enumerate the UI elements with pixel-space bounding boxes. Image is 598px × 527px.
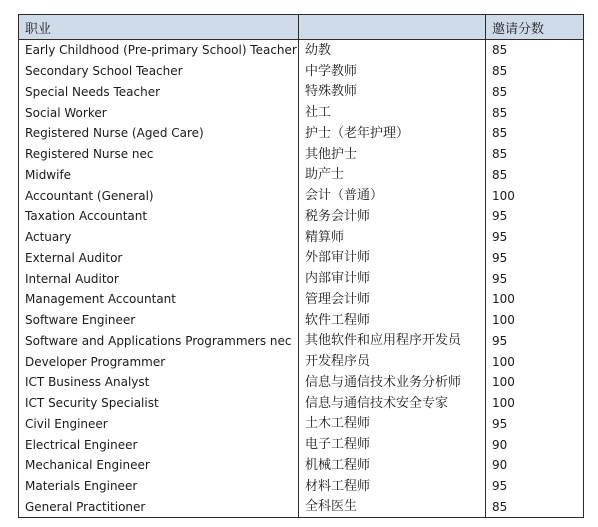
occupation-chinese: 其他护士 (299, 144, 486, 165)
occupation-english: Early Childhood (Pre-primary School) Teacher (19, 40, 299, 61)
occupation-chinese: 特殊教师 (299, 82, 486, 103)
invitation-score: 95 (486, 227, 584, 248)
occupation-english: Registered Nurse nec (19, 144, 299, 165)
invitation-score: 100 (486, 393, 584, 414)
occupation-chinese: 信息与通信技术业务分析师 (299, 372, 486, 393)
table-row (19, 102, 584, 123)
table-row (19, 476, 584, 497)
occupation-chinese: 税务会计师 (299, 206, 486, 227)
header-invitation-score: 邀请分数 (486, 15, 584, 40)
table-header-row (19, 15, 584, 40)
invitation-score: 95 (486, 268, 584, 289)
invitation-score: 85 (486, 497, 584, 518)
invitation-score: 85 (486, 123, 584, 144)
occupation-english: Electrical Engineer (19, 434, 299, 455)
invitation-score: 95 (486, 476, 584, 497)
invitation-score: 85 (486, 61, 584, 82)
table-row (19, 268, 584, 289)
occupation-english: External Auditor (19, 248, 299, 269)
invitation-score: 95 (486, 206, 584, 227)
invitation-score: 95 (486, 331, 584, 352)
invitation-score: 100 (486, 185, 584, 206)
table-row (19, 185, 584, 206)
invitation-score: 100 (486, 351, 584, 372)
occupation-chinese: 信息与通信技术安全专家 (299, 393, 486, 414)
invitation-score: 95 (486, 248, 584, 269)
occupation-chinese: 其他软件和应用程序开发员 (299, 331, 486, 352)
table-row (19, 227, 584, 248)
table-row (19, 497, 584, 518)
occupation-english: Management Accountant (19, 289, 299, 310)
occupation-chinese: 电子工程师 (299, 434, 486, 455)
occupation-chinese: 机械工程师 (299, 455, 486, 476)
occupation-english: Special Needs Teacher (19, 82, 299, 103)
occupation-english: Materials Engineer (19, 476, 299, 497)
header-chinese-name (299, 15, 486, 40)
invitation-score: 85 (486, 144, 584, 165)
occupation-english: Internal Auditor (19, 268, 299, 289)
occupation-chinese: 土木工程师 (299, 414, 486, 435)
table-row (19, 144, 584, 165)
invitation-score: 85 (486, 102, 584, 123)
occupation-english: Developer Programmer (19, 351, 299, 372)
invitation-score: 85 (486, 82, 584, 103)
invitation-score: 85 (486, 40, 584, 61)
occupation-chinese: 护士（老年护理） (299, 123, 486, 144)
occupation-chinese: 社工 (299, 102, 486, 123)
occupation-english: Registered Nurse (Aged Care) (19, 123, 299, 144)
occupation-english: Civil Engineer (19, 414, 299, 435)
occupation-table (18, 14, 584, 518)
table-row (19, 331, 584, 352)
invitation-score: 85 (486, 165, 584, 186)
table-row (19, 206, 584, 227)
occupation-english: Accountant (General) (19, 185, 299, 206)
table-row (19, 310, 584, 331)
occupation-english: Midwife (19, 165, 299, 186)
occupation-chinese: 会计（普通） (299, 185, 486, 206)
table-row (19, 434, 584, 455)
table-row (19, 372, 584, 393)
occupation-english: ICT Security Specialist (19, 393, 299, 414)
table-row (19, 61, 584, 82)
invitation-score: 90 (486, 434, 584, 455)
occupation-chinese: 外部审计师 (299, 248, 486, 269)
invitation-score: 90 (486, 455, 584, 476)
invitation-score: 100 (486, 289, 584, 310)
invitation-score: 100 (486, 310, 584, 331)
occupation-english: Software and Applications Programmers nec (19, 331, 299, 352)
occupation-english: ICT Business Analyst (19, 372, 299, 393)
table-row (19, 248, 584, 269)
occupation-chinese: 精算师 (299, 227, 486, 248)
table-row (19, 82, 584, 103)
table-row (19, 351, 584, 372)
occupation-chinese: 助产士 (299, 165, 486, 186)
table-row (19, 123, 584, 144)
occupation-english: Social Worker (19, 102, 299, 123)
table-row (19, 165, 584, 186)
occupation-chinese: 软件工程师 (299, 310, 486, 331)
occupation-english: General Practitioner (19, 497, 299, 518)
occupation-chinese: 开发程序员 (299, 351, 486, 372)
occupation-english: Software Engineer (19, 310, 299, 331)
table-row (19, 289, 584, 310)
table-row (19, 393, 584, 414)
occupation-chinese: 中学教师 (299, 61, 486, 82)
invitation-score: 95 (486, 414, 584, 435)
occupation-chinese: 全科医生 (299, 497, 486, 518)
occupation-english: Secondary School Teacher (19, 61, 299, 82)
table-row (19, 40, 584, 61)
invitation-score: 100 (486, 372, 584, 393)
table-row (19, 455, 584, 476)
occupation-chinese: 管理会计师 (299, 289, 486, 310)
occupation-chinese: 材料工程师 (299, 476, 486, 497)
occupation-chinese: 幼教 (299, 40, 486, 61)
table-row (19, 414, 584, 435)
header-occupation: 职业 (19, 15, 299, 40)
occupation-chinese: 内部审计师 (299, 268, 486, 289)
occupation-english: Actuary (19, 227, 299, 248)
occupation-english: Taxation Accountant (19, 206, 299, 227)
occupation-english: Mechanical Engineer (19, 455, 299, 476)
